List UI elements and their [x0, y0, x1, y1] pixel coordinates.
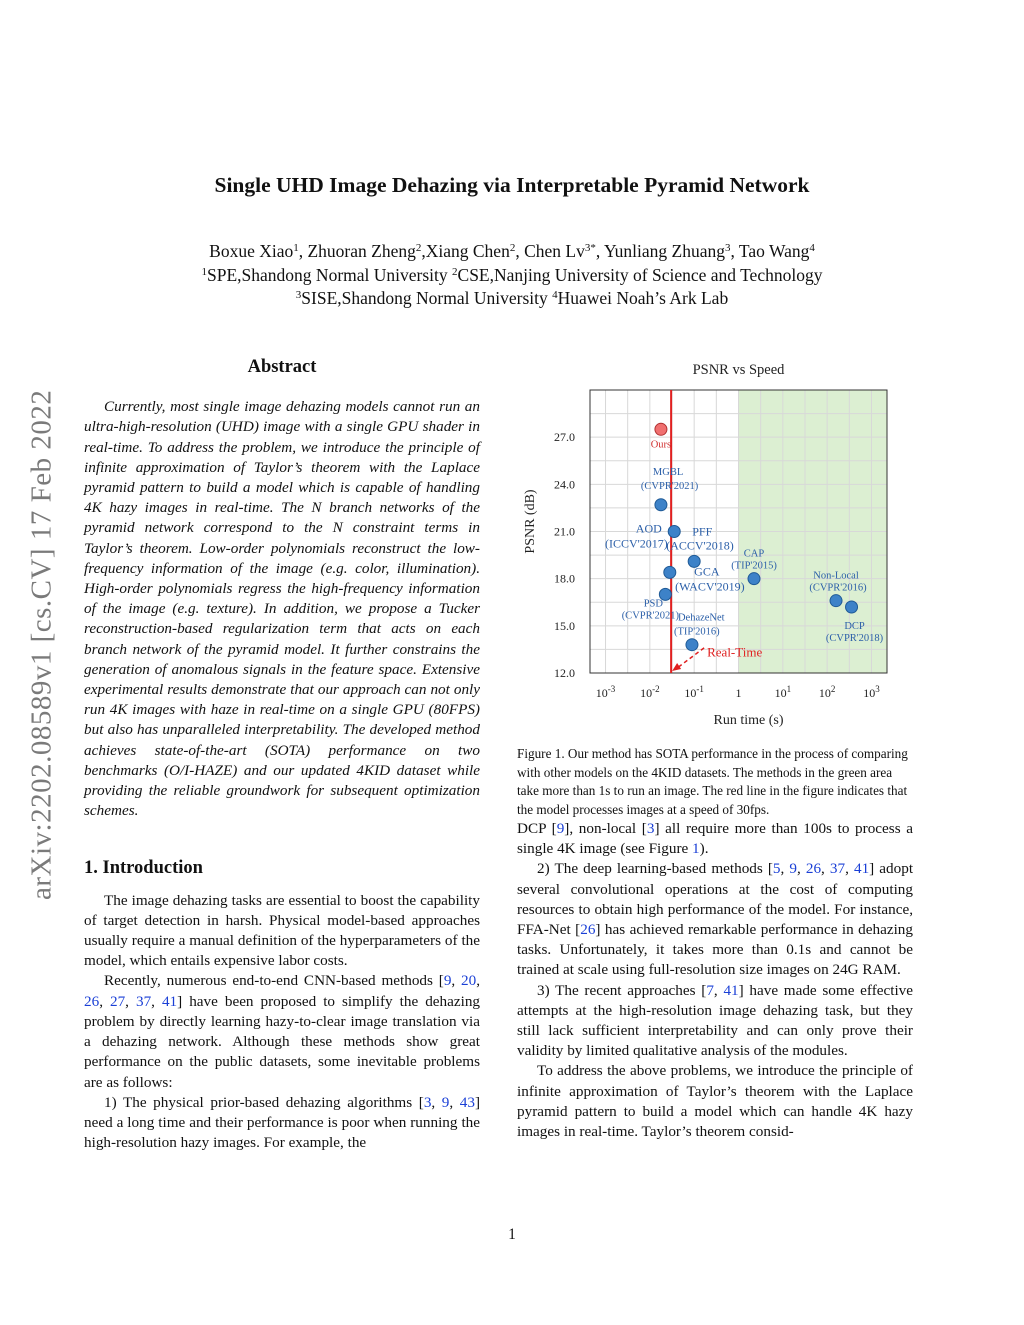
- data-point: [668, 526, 680, 538]
- citation-link[interactable]: 41: [723, 981, 739, 999]
- figure-reference-link[interactable]: 1: [692, 840, 700, 858]
- citation-link[interactable]: 9: [441, 1093, 450, 1111]
- citation-link[interactable]: 37: [135, 992, 152, 1010]
- author-name: Chen Lv: [524, 241, 585, 261]
- citation-link[interactable]: 26: [84, 992, 100, 1010]
- data-label: Ours: [650, 439, 672, 451]
- citation-link[interactable]: 41: [161, 992, 178, 1010]
- author-names: Boxue Xiao$^1$, Zhuoran Zheng$^2$,Xiang Chen$^2$, Chen $Lv^{3*}$, Yunliang Zhuang$^3$, Tao Wang$^4$: [209, 241, 815, 261]
- intro-paragraph: Recently, numerous end-to-end CNN-based methods [9, 20, 26, 27, 37, 41] have been proposed to simplify the dehazing problem by directly learning hazy-to-clear image translation via a dehazing network. Although these methods show great performance on the public datasets, some inevitable problems are as follows:: [84, 972, 481, 1091]
- arxiv-identifier: arXiv:2202.08589v1 [cs.CV] 17 Feb 2022: [25, 389, 58, 901]
- data-point: [655, 499, 667, 511]
- data-label: CAP: [743, 548, 765, 560]
- realtime-label: Real-Time: [707, 644, 763, 660]
- realtime-arrow-head: [672, 663, 681, 671]
- psnr-vs-speed-chart: [517, 360, 913, 745]
- citation-link[interactable]: 9: [443, 972, 452, 990]
- data-label: (ICCV'2017): [604, 536, 668, 551]
- data-label: DehazeNet: [677, 612, 725, 624]
- x-tick-label: $10^2$: [818, 684, 836, 700]
- x-tick-label: 1: [735, 686, 742, 700]
- y-tick-label: 24.0: [554, 477, 575, 492]
- citation-link[interactable]: 9: [789, 860, 797, 878]
- data-label: (CVPR'2018): [825, 632, 884, 644]
- data-label: (ACCV'2018): [666, 538, 734, 553]
- data-label: AOD: [635, 521, 662, 536]
- y-tick-label: 15.0: [554, 618, 575, 633]
- citation-link[interactable]: 5: [772, 860, 781, 878]
- author-name: Boxue Xiao: [209, 241, 294, 261]
- data-label: MGBL: [652, 466, 684, 478]
- page-number: 1: [508, 1226, 516, 1243]
- body-paragraph: To address the above problems, we introduce the principle of infinite approximation of Taylor’s theorem with the Laplace pyramid pattern to build a model which can handle 4K hazy images in real-time. Taylor’s theorem consid-: [517, 1062, 913, 1141]
- citation-link[interactable]: 20: [461, 972, 477, 990]
- citation-link[interactable]: 26: [805, 860, 822, 878]
- body-paragraph: 3) The recent approaches [7, 41] have made some effective attempts at the high-resolution image dehazing task, but they still lack sufficient interpretability and can only prove their validity by limited qualitative analysis of the modules.: [517, 981, 914, 1060]
- citation-link[interactable]: 41: [853, 860, 870, 878]
- section-heading-introduction: 1. Introduction: [84, 858, 203, 879]
- affiliation-line: $^3$SISE,Shandong Normal University $^4$Huawei Noah’s Ark Lab: [295, 288, 729, 308]
- y-tick-label: 18.0: [554, 571, 575, 586]
- citation-link[interactable]: 27: [109, 992, 126, 1010]
- author-name: Zhuoran Zheng: [307, 241, 416, 261]
- abstract-heading: Abstract: [247, 357, 317, 377]
- x-tick-label: $10^{-2}$: [640, 684, 660, 700]
- citation-link[interactable]: 26: [580, 921, 596, 939]
- x-tick-label: $10^1$: [774, 684, 792, 700]
- data-point: [655, 423, 667, 435]
- citation-link[interactable]: 43: [459, 1093, 475, 1111]
- author-name: Yunliang Zhuang: [603, 241, 725, 261]
- right-column: [517, 360, 913, 1142]
- intro-paragraph: The image dehazing tasks are essential to boost the capability of target detection in harsh. Physical model-based approaches usually require a manual definition of the hyperparameters of the model, which entails expensive labor costs.: [84, 891, 480, 970]
- abstract-text: Currently, most single image dehazing models cannot run an ultra-high-resolution (UHD) image with a single GPU shader in real-time. To address the problem, we introduce the principle of infinite approximation of Taylor’s theorem with the Laplace pyramid pattern to build a model which is capable of handling 4K hazy images in real-time. The N branch networks of the pyramid network correspond to the N constraint terms in Taylor’s theorem. Low-order polynomials reconstruct the low-frequency information of the image (e.g. color, illumination). High-order polynomials regress the high-frequency information of the image (e.g. texture). In addition, we propose a Tucker reconstruction-based regularization term that acts on each branch network of the pyramid model. It further constrains the generation of anomalous signals in the feature space. Extensive experimental results demonstrate that our approach can not only run 4K images with haze in real-time on a single GPU (80FPS) but also has unparalleled interpretability. The developed method achieves state-of-the-art (SOTA) performance on two benchmarks (O/I-HAZE) and our updated 4KID dataset while providing the reliable groundwork for subsequent optimization schemes.: [84, 398, 480, 820]
- data-point: [846, 601, 858, 613]
- y-tick-label: 12.0: [554, 666, 575, 680]
- affiliation-mark: 1: [293, 242, 299, 254]
- citation-link[interactable]: 3: [423, 1093, 432, 1111]
- figure-caption: Figure 1. Our method has SOTA performance in the process of comparing with other models on the 4KID datasets. The methods in the green area take more than 1s to run an image. The red line in the figure indicates that the model processes images at a speed of 30fps.: [517, 746, 908, 817]
- y-axis-label: PSNR (dB): [523, 489, 538, 554]
- data-label: DCP: [844, 620, 865, 632]
- affiliation-mark: 4: [809, 242, 815, 254]
- left-column: [84, 355, 480, 1153]
- figure-1: [517, 360, 913, 745]
- citation-link[interactable]: 3: [646, 820, 655, 837]
- data-label: (WACV'2019): [675, 579, 745, 594]
- chart-title: PSNR vs Speed: [692, 362, 785, 378]
- data-point: [830, 595, 842, 607]
- data-point: [686, 639, 698, 651]
- author-name: Tao Wang: [738, 241, 810, 261]
- paper-title: Single UHD Image Dehazing via Interpretable Pyramid Network: [214, 173, 810, 197]
- data-point: [748, 573, 760, 585]
- affiliation-mark: 3: [724, 242, 731, 254]
- data-label: Non-Local: [813, 570, 859, 582]
- body-paragraph: DCP [9], non-local [3] all require more than 100s to process a single 4K image (see Figure 1).: [517, 820, 913, 858]
- x-axis-label: Run time (s): [713, 713, 784, 728]
- body-paragraph: 2) The deep learning-based methods [5, 9, 26, 37, 41] adopt several convolutional operations at the cost of computing resources to obtain high performance of the model. For instance, FFA-Net [26] has achieved remarkable performance in dehazing tasks. Unfortunately, it takes more than 0.1s and cannot be trained at scale using full-resolution size images on 24G RAM.: [517, 860, 914, 979]
- data-label: (TIP'2016): [673, 626, 720, 638]
- data-label: PFF: [692, 524, 713, 539]
- author-block: [0, 240, 1024, 311]
- affiliation-line: $^1$SPE,Shandong Normal University $^2$CSE,Nanjing University of Science and Technology: [201, 264, 823, 285]
- data-label: (CVPR'2021): [621, 610, 680, 622]
- data-label: (CVPR'2016): [809, 582, 867, 594]
- x-tick-label: $10^{-3}$: [595, 684, 616, 700]
- data-label: GCA: [694, 564, 720, 579]
- citation-link[interactable]: 7: [706, 981, 714, 999]
- y-tick-label: 27.0: [554, 430, 575, 445]
- data-label: PSD: [643, 598, 663, 610]
- affiliation-mark: 2: [415, 242, 422, 254]
- data-label: (TIP'2015): [731, 560, 777, 572]
- citation-link[interactable]: 9: [556, 820, 565, 837]
- citation-link[interactable]: 37: [829, 860, 846, 878]
- author-name: Xiang Chen: [425, 241, 510, 261]
- data-point: [664, 566, 676, 578]
- y-tick-label: 21.0: [554, 524, 575, 539]
- intro-paragraph: 1) The physical prior-based dehazing algorithms [3, 9, 43] need a long time and their performance is poor when running the high-resolution hazy images. For example, the: [84, 1093, 481, 1152]
- x-tick-label: $10^{-1}$: [684, 684, 704, 700]
- affiliation-mark: 3*: [584, 242, 596, 254]
- affiliation-mark: 2: [509, 242, 516, 254]
- x-tick-label: $10^3$: [863, 684, 880, 700]
- data-label: (CVPR'2021): [640, 480, 699, 492]
